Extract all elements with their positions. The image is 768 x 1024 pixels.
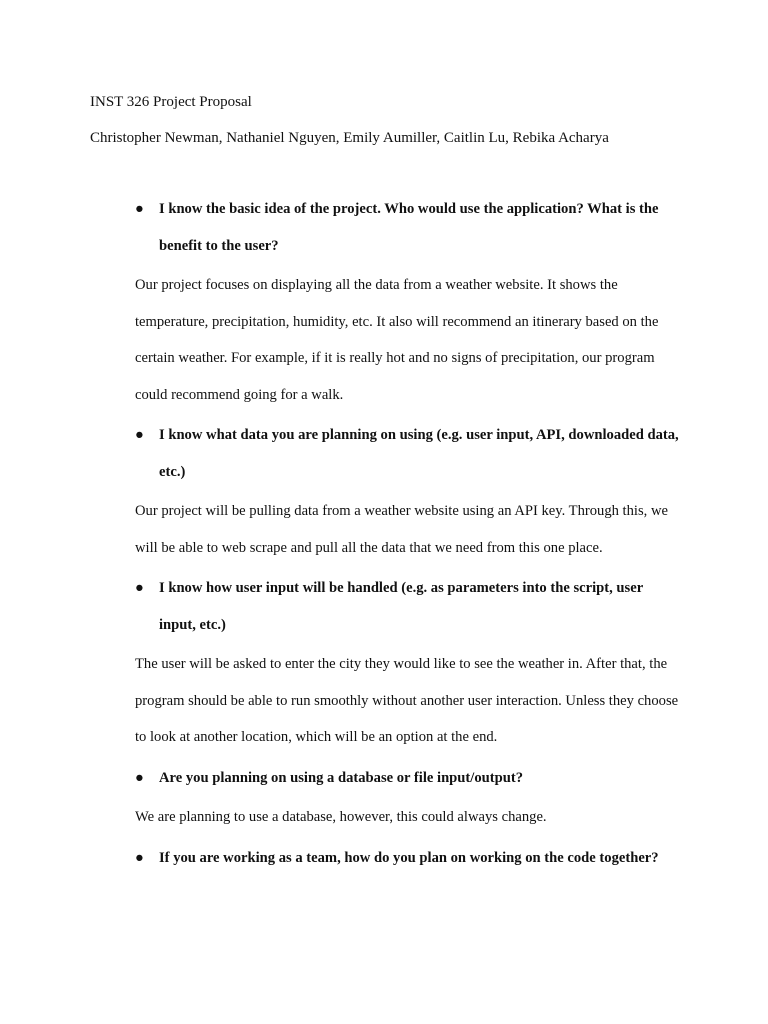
answer-3: The user will be asked to enter the city they would like to see the weather in. After that, the program should be able to run smoothly without another user interaction. Unless they choose to look at another location, which will be an option at the end. xyxy=(135,656,679,745)
question-text: If you are working as a team, how do you plan on working on the code together? xyxy=(159,849,659,866)
proposal-content xyxy=(135,191,680,876)
question-1 xyxy=(135,191,680,264)
answer-2: Our project will be pulling data from a weather website using an API key. Through this, we will be able to web scrape and pull all the data that we need from this one place. xyxy=(135,503,668,556)
question-2 xyxy=(135,417,680,490)
question-text: I know how user input will be handled (e.g. as parameters into the script, user input, etc.) xyxy=(159,580,643,633)
question-text: Are you planning on using a database or file input/output? xyxy=(159,769,523,786)
question-4 xyxy=(135,760,680,797)
author-list: Christopher Newman, Nathaniel Nguyen, Emily Aumiller, Caitlin Lu, Rebika Acharya xyxy=(90,130,609,146)
question-5 xyxy=(135,840,680,877)
bullet-icon: ● xyxy=(135,580,144,596)
question-text: I know what data you are planning on using (e.g. user input, API, downloaded data, etc.) xyxy=(159,427,679,480)
answer-4: We are planning to use a database, however, this could always change. xyxy=(135,809,547,825)
bullet-icon: ● xyxy=(135,769,144,786)
bullet-icon: ● xyxy=(135,849,144,866)
document-title: INST 326 Project Proposal xyxy=(90,94,252,110)
answer-1: Our project focuses on displaying all the data from a weather website. It shows the temperature, precipitation, humidity, etc. It also will recommend an itinerary based on the certain weather. For example, if it is really hot and no signs of precipitation, our program could recommend going for a walk. xyxy=(135,277,659,403)
bullet-icon: ● xyxy=(135,427,144,443)
question-text: I know the basic idea of the project. Who would use the application? What is the benefit to the user? xyxy=(159,201,659,254)
question-3 xyxy=(135,570,680,643)
bullet-icon: ● xyxy=(135,201,144,217)
